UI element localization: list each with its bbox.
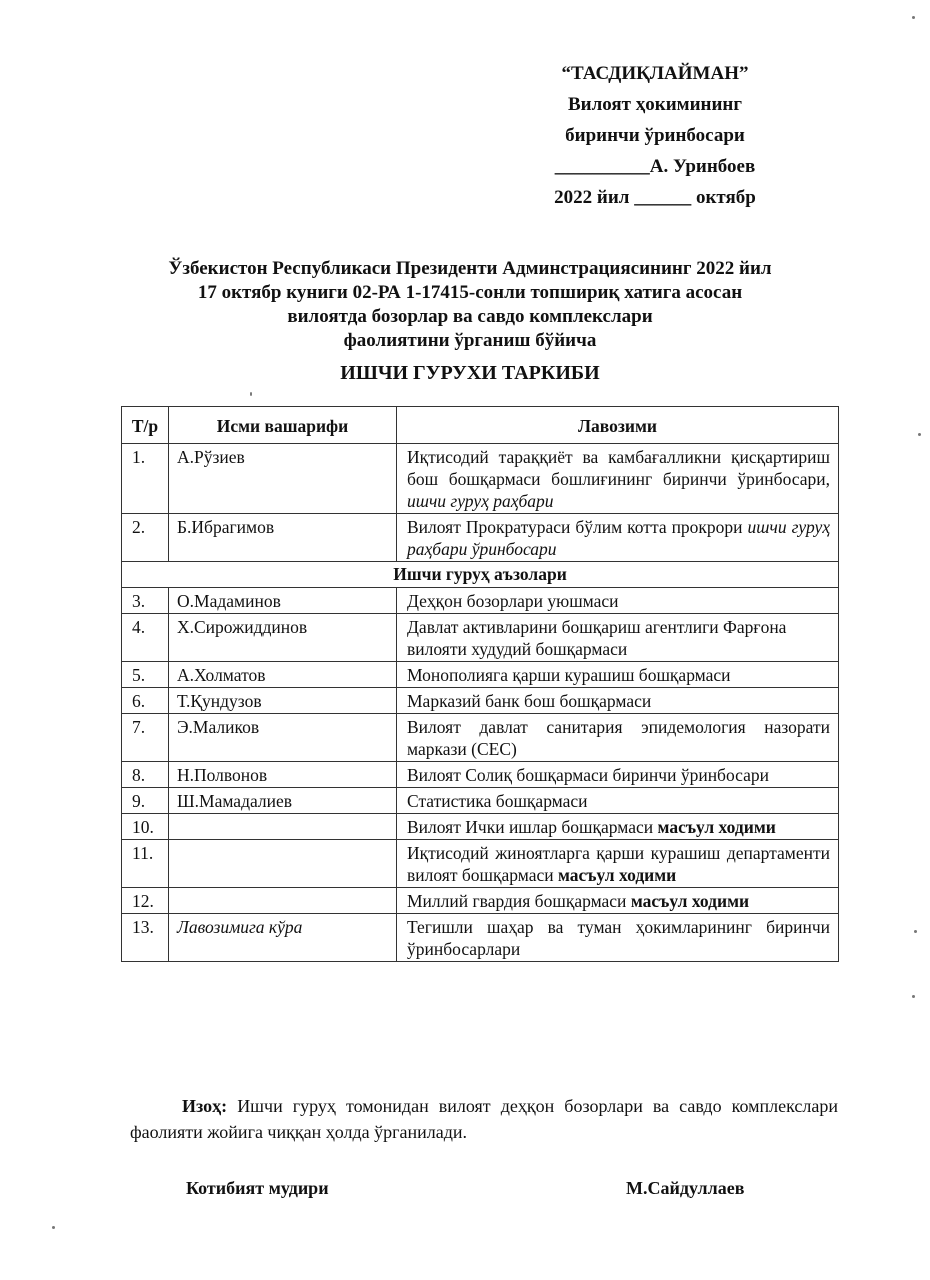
row-name: Э.Маликов — [169, 714, 397, 762]
table-row — [122, 444, 839, 514]
scan-speck — [250, 392, 252, 396]
note-paragraph — [130, 1093, 838, 1145]
row-num: 3. — [122, 588, 169, 614]
group-separator-row — [122, 562, 839, 588]
row-num: 11. — [122, 840, 169, 888]
table-header-row — [122, 407, 839, 444]
row-name: Ш.Мамадалиев — [169, 788, 397, 814]
document-title: ИШЧИ ГУРУХИ ТАРКИБИ — [340, 362, 600, 384]
table-row — [122, 688, 839, 714]
row-num: 1. — [122, 444, 169, 514]
row-position — [397, 888, 839, 914]
row-num: 4. — [122, 614, 169, 662]
row-position — [397, 714, 839, 762]
position-tail: масъул ходими — [557, 865, 677, 885]
note-text: Ишчи гуруҳ томонидан вилоят деҳқон бозорлари ва савдо комплекслари фаолияти жойига чиққан ҳолда ўрганилади. — [130, 1096, 839, 1142]
row-name: Х.Сирожиддинов — [169, 614, 397, 662]
row-position — [397, 762, 839, 788]
table-row — [122, 840, 839, 888]
row-position — [397, 514, 839, 562]
position-text: Вилоят Солиқ бошқармаси биринчи ўринбосари — [407, 765, 770, 785]
role-text: ишчи гуруҳ раҳбари — [407, 491, 554, 511]
table-row — [122, 914, 839, 962]
table-row — [122, 814, 839, 840]
heading-line-3: вилоятда бозорлар ва савдо комплекслари — [287, 306, 653, 327]
row-position — [397, 614, 839, 662]
row-num: 2. — [122, 514, 169, 562]
header-num: Т/р — [122, 407, 169, 444]
row-num: 6. — [122, 688, 169, 714]
scan-speck — [914, 930, 917, 933]
row-position — [397, 588, 839, 614]
heading-line-4: фаолиятини ўрганиш бўйича — [343, 330, 597, 351]
row-name: Н.Полвонов — [169, 762, 397, 788]
row-name — [169, 814, 397, 840]
row-position — [397, 914, 839, 962]
position-text: Вилоят давлат санитария эпидемология назорати маркази (СЕС) — [407, 717, 830, 759]
document-heading — [100, 257, 840, 385]
signature-title: Котибият мудири — [186, 1178, 329, 1198]
table-row — [122, 614, 839, 662]
group-label: Ишчи гуруҳ аъзолари — [122, 562, 839, 588]
position-text: Давлат активларини бошқариш агентлиги Фарғона вилояти худудий бошқармаси — [407, 617, 787, 659]
table-row — [122, 714, 839, 762]
row-position — [397, 444, 839, 514]
heading-line-1: Ўзбекистон Республикаси Президенти Админстрациясининг 2022 йил — [168, 258, 772, 279]
row-num: 10. — [122, 814, 169, 840]
row-name — [169, 840, 397, 888]
position-text: Иқтисодий тараққиёт ва камбағалликни қисқартириш бош бошқармаси бошлиғининг биринчи ўринбосари, — [407, 447, 830, 489]
signature-name: М.Сайдуллаев — [626, 1178, 745, 1198]
row-position — [397, 688, 839, 714]
table-row — [122, 762, 839, 788]
row-name — [169, 888, 397, 914]
approval-block — [520, 58, 790, 213]
scan-speck — [918, 433, 921, 436]
position-text: Деҳқон бозорлари уюшмаси — [407, 591, 619, 611]
position-text: Монополияга қарши курашиш бошқармаси — [407, 665, 731, 685]
position-text: Марказий банк бош бошқармаси — [407, 691, 652, 711]
row-position — [397, 788, 839, 814]
role-text: ишчи гуруҳ раҳбари ўринбосари — [407, 517, 831, 559]
position-text: Вилоят Прократураси бўлим котта прокрори — [407, 517, 743, 537]
approval-signer: __________А. Уринбоев — [554, 156, 756, 177]
position-tail: масъул ходими — [657, 817, 776, 837]
position-text: Иқтисодий жиноятларга қарши курашиш департаменти вилоят бошқармаси — [407, 843, 830, 885]
header-name: Исми вашарифи — [169, 407, 397, 444]
row-num: 8. — [122, 762, 169, 788]
row-num: 7. — [122, 714, 169, 762]
header-position: Лавозими — [397, 407, 839, 444]
row-position — [397, 840, 839, 888]
row-position — [397, 814, 839, 840]
position-tail: масъул ходими — [630, 891, 750, 911]
row-position — [397, 662, 839, 688]
position-text: Вилоят Ички ишлар бошқармаси — [407, 817, 654, 837]
scan-speck — [52, 1226, 55, 1229]
table-row — [122, 514, 839, 562]
row-name: О.Мадаминов — [169, 588, 397, 614]
row-name: Б.Ибрагимов — [169, 514, 397, 562]
approval-date: 2022 йил ______ октябр — [554, 187, 756, 208]
position-text: Миллий гвардия бошқармаси — [407, 891, 627, 911]
row-name: Лавозимига кўра — [169, 914, 397, 962]
table-row — [122, 788, 839, 814]
approval-stamp: “ТАСДИҚЛАЙМАН” — [561, 63, 749, 84]
approval-line-2: биринчи ўринбосари — [565, 125, 745, 146]
table-row — [122, 588, 839, 614]
row-name: Т.Қундузов — [169, 688, 397, 714]
working-group-table — [121, 406, 839, 962]
row-num: 9. — [122, 788, 169, 814]
position-text: Статистика бошқармаси — [407, 791, 588, 811]
heading-line-2: 17 октябр куниги 02-РА 1-17415-сонли топшириқ хатига асосан — [197, 282, 743, 303]
row-num: 12. — [122, 888, 169, 914]
scan-speck — [912, 995, 915, 998]
row-num: 13. — [122, 914, 169, 962]
row-name: А.Холматов — [169, 662, 397, 688]
note-label: Изоҳ: — [182, 1096, 228, 1116]
row-num: 5. — [122, 662, 169, 688]
scan-speck — [912, 16, 915, 19]
table-row — [122, 662, 839, 688]
table-row — [122, 888, 839, 914]
position-text: Тегишли шаҳар ва туман ҳокимларининг биринчи ўринбосарлари — [407, 917, 830, 959]
row-name: А.Рўзиев — [169, 444, 397, 514]
approval-line-1: Вилоят ҳокимининг — [567, 94, 743, 115]
